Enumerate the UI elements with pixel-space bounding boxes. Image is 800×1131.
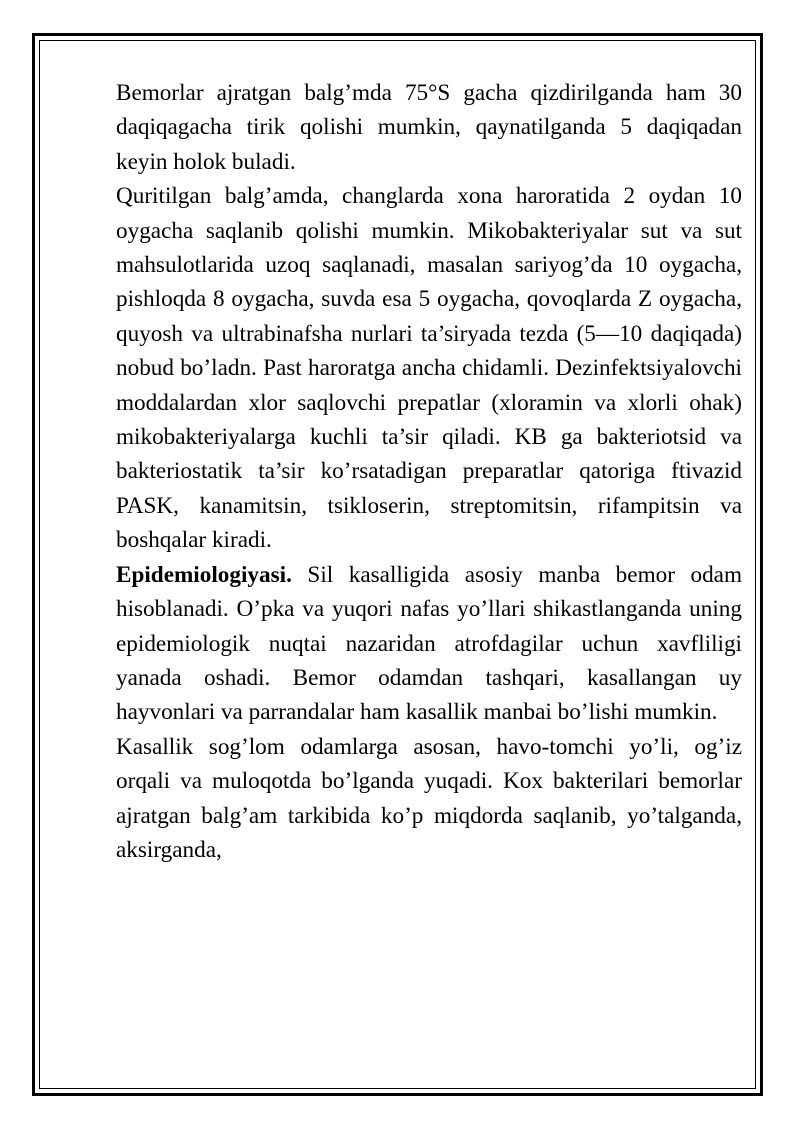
paragraph-3 [116,558,742,730]
paragraph-1: Bemorlar ajratgan balg’mda 75°S gacha qizdirilganda ham 30 daqiqagacha tirik qolishi mumkin, qaynatilganda 5 daqiqadan keyin holok buladi. [116,80,742,175]
paragraph-2: Quritilgan balg’amda, changlarda xona haroratida 2 oydan 10 oygacha saqlanib qolishi mumkin. Mikobakteriyalar sut va sut mahsulotlarida uzoq saqlanadi, masalan sariyog’da 10 oygacha, pishloqda 8 oygacha, suvda esa 5 oygacha, qovoqlarda Z oygacha, quyosh va ultrabinafsha nurlari ta’siryada tezda (5—10 daqiqada) nobud bo’ladn. Past haroratga ancha chidamli. Dezinfektsiyalovchi moddalardan xlor saqlovchi prepatlar (xloramin va xlorli ohak) mikobakteriyalarga kuchli ta’sir qiladi. KB ga bakteriotsid va bakteriostatik ta’sir ko’rsatadigan preparatlar qatoriga ftivazid PASK, kanamitsin, tsikloserin, streptomitsin, rifampitsin va boshqalar kiradi. [116,183,742,554]
document-body [116,76,742,867]
paragraph-4: Kasallik sog’lom odamlarga asosan, havo-tomchi yo’li, og’iz orqali va muloqotda bo’lganda yuqadi. Kox bakterilari bemorlar ajratgan balg’am tarkibida ko’p miqdorda saqlanib, yo’talganda, aksirganda, [116,733,742,863]
paragraph-3-text: Sil kasalligida asosiy manba bemor odam hisoblanadi. O’pka va yuqori nafas yo’llari shikastlanganda uning epidemiologik nuqtai nazaridan atrofdagilar uchun xavfliligi yanada oshadi. Bemor odamdan tashqari, kasallangan uy hayvonlari va parrandalar ham kasallik manbai bo’lishi mumkin. [116,561,742,726]
section-heading-epidemiology: Epidemiologiyasi. [116,561,292,588]
